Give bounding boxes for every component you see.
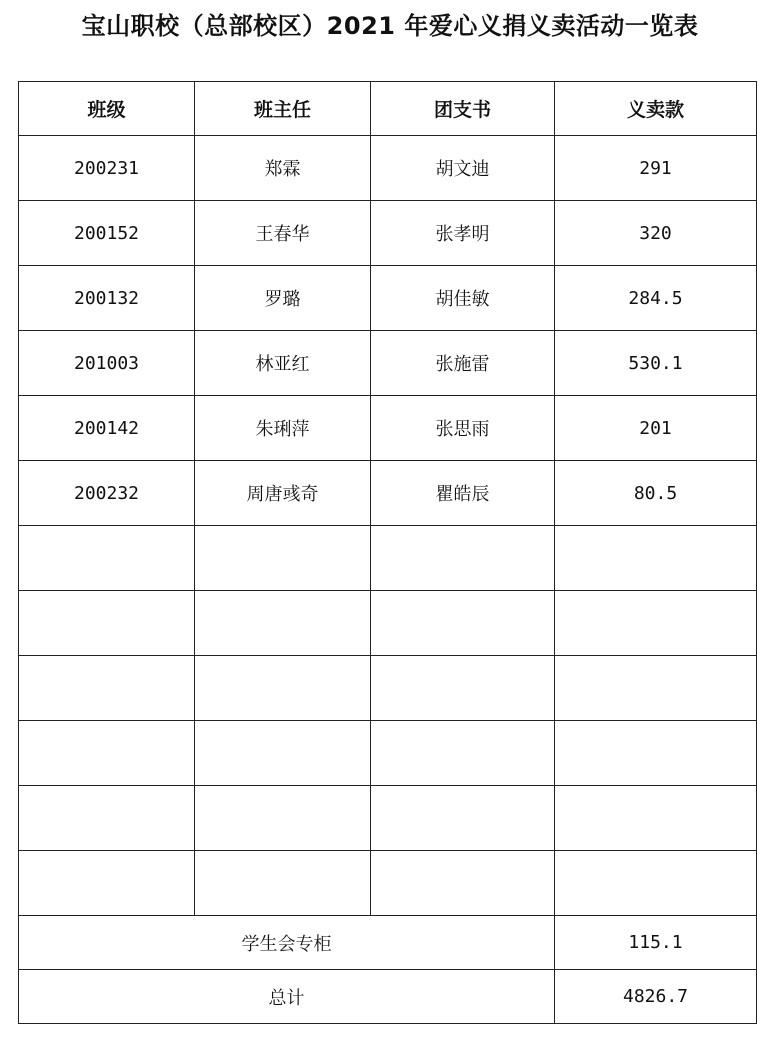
cell-secretary [371,591,555,656]
cell-teacher [195,721,371,786]
table-row [19,461,757,526]
cell-amount: 201 [555,396,757,461]
page-title: 宝山职校（总部校区）2021 年爱心义捐义卖活动一览表 [81,12,699,40]
cell-secretary [371,526,555,591]
table-row [19,591,757,656]
table-row [19,201,757,266]
table-row [19,396,757,461]
cell-teacher [195,526,371,591]
header-secretary: 团支书 [371,82,555,136]
cell-class: 201003 [19,331,195,396]
cell-secretary: 张孝明 [371,201,555,266]
cell-amount [555,851,757,916]
header-teacher: 班主任 [195,82,371,136]
table-row [19,851,757,916]
cell-teacher: 周唐彧奇 [195,461,371,526]
cell-amount: 80.5 [555,461,757,526]
cell-class: 200231 [19,136,195,201]
cell-amount [555,786,757,851]
cell-teacher: 王春华 [195,201,371,266]
cell-class [19,851,195,916]
cell-teacher: 林亚红 [195,331,371,396]
table-row [19,656,757,721]
cell-class [19,591,195,656]
total-amount: 4826.7 [555,970,757,1024]
cell-secretary: 张施雷 [371,331,555,396]
table-row [19,786,757,851]
charity-sale-table [18,81,757,1024]
cell-amount: 291 [555,136,757,201]
total-label: 总计 [19,970,555,1024]
cell-teacher: 郑霖 [195,136,371,201]
cell-teacher [195,851,371,916]
cell-secretary [371,656,555,721]
cell-secretary [371,721,555,786]
student-union-label: 学生会专柜 [19,916,555,970]
cell-class [19,721,195,786]
total-row [19,970,757,1024]
cell-amount: 530.1 [555,331,757,396]
cell-teacher [195,786,371,851]
header-class: 班级 [19,82,195,136]
student-union-row [19,916,757,970]
cell-secretary: 瞿皓辰 [371,461,555,526]
header-amount: 义卖款 [555,82,757,136]
table-row [19,266,757,331]
cell-secretary [371,851,555,916]
cell-class: 200152 [19,201,195,266]
cell-secretary: 胡文迪 [371,136,555,201]
cell-class [19,526,195,591]
cell-class [19,786,195,851]
cell-class: 200232 [19,461,195,526]
cell-amount [555,656,757,721]
cell-class [19,656,195,721]
cell-secretary: 胡佳敏 [371,266,555,331]
cell-amount: 320 [555,201,757,266]
cell-teacher: 罗璐 [195,266,371,331]
cell-secretary [371,786,555,851]
cell-amount [555,721,757,786]
table-row [19,136,757,201]
cell-amount [555,591,757,656]
cell-secretary: 张思雨 [371,396,555,461]
table-row [19,526,757,591]
cell-teacher: 朱琍萍 [195,396,371,461]
table-row [19,721,757,786]
cell-class: 200142 [19,396,195,461]
student-union-amount: 115.1 [555,916,757,970]
cell-amount [555,526,757,591]
table-header-row [19,82,757,136]
cell-teacher [195,656,371,721]
cell-teacher [195,591,371,656]
table-row [19,331,757,396]
cell-amount: 284.5 [555,266,757,331]
cell-class: 200132 [19,266,195,331]
table-body [19,136,757,916]
